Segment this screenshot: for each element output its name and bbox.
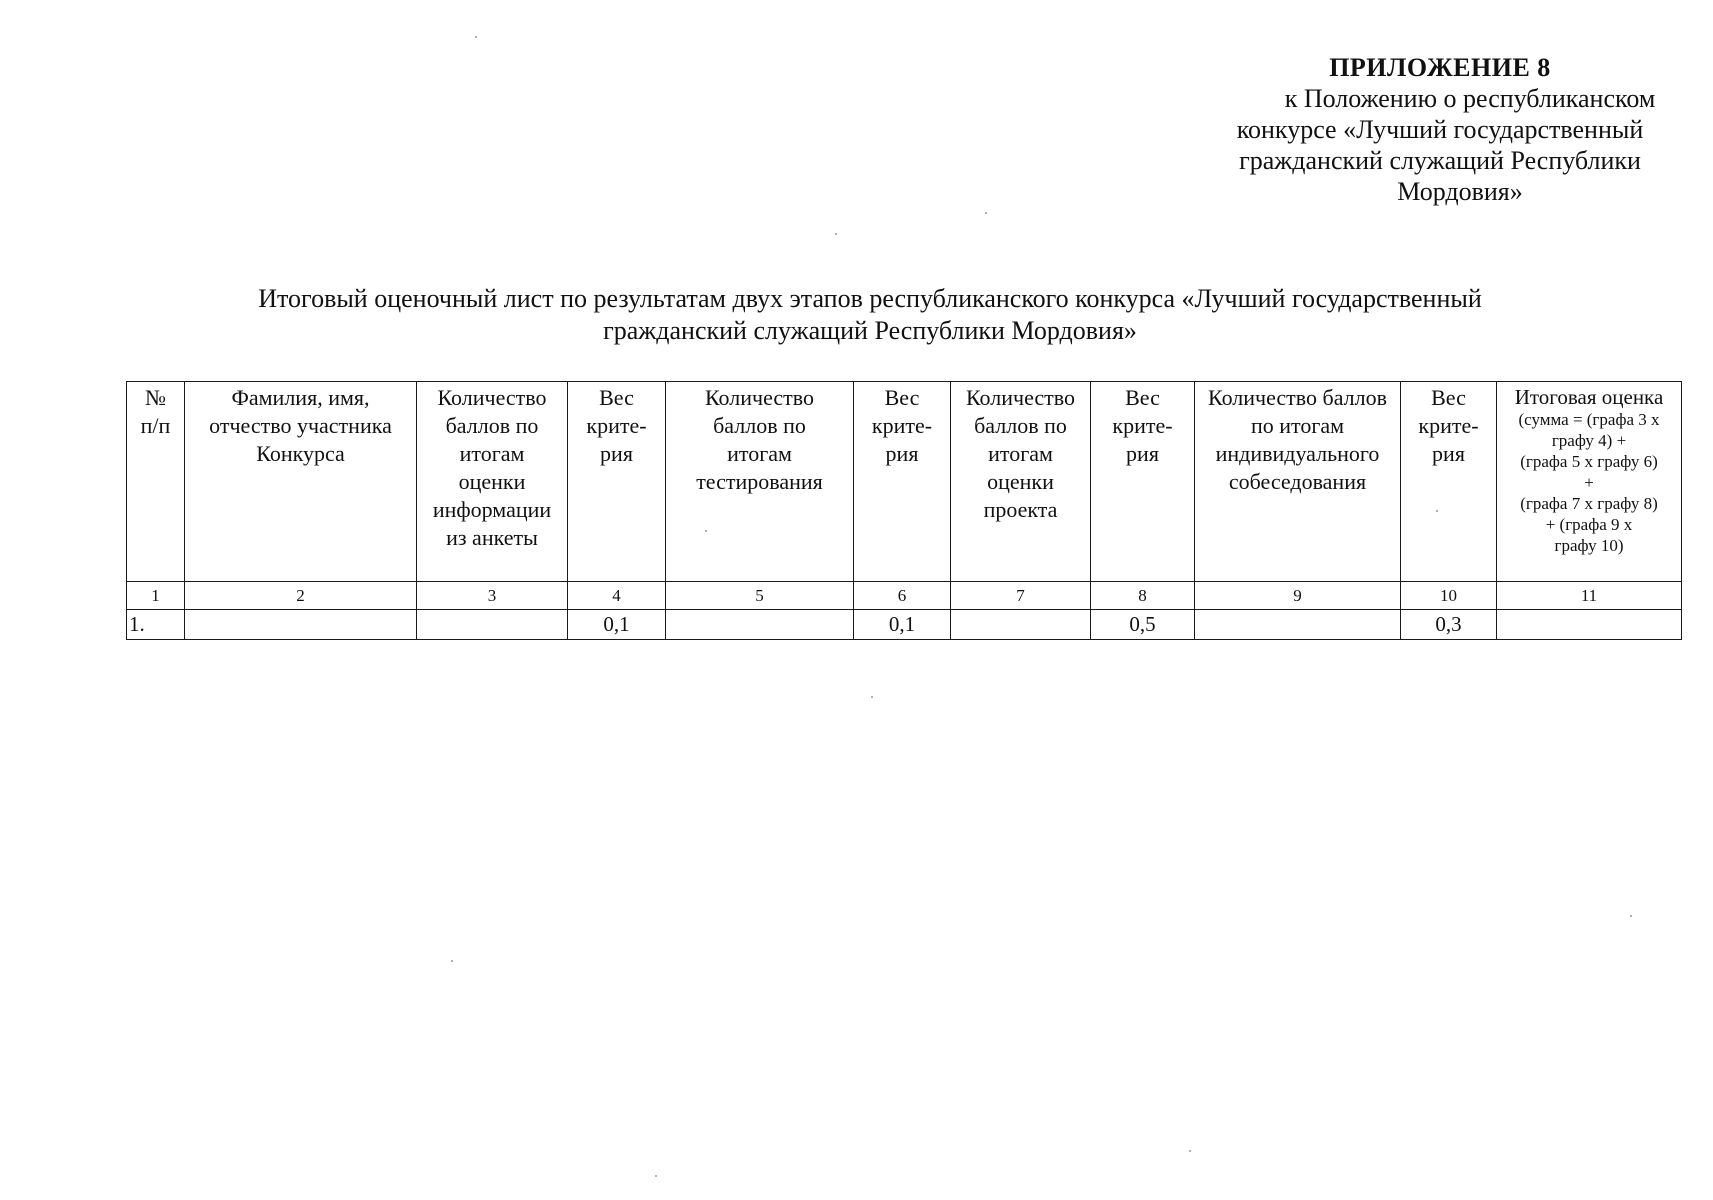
- header-cell-weight: Вес крите- рия: [568, 382, 666, 582]
- header-cell-testing-score: Количество баллов по итогам тестирования: [666, 382, 854, 582]
- appendix-title: ПРИЛОЖЕНИЕ 8: [1329, 53, 1551, 82]
- column-number-cell: 2: [185, 582, 417, 610]
- row-number-cell: 1.: [127, 610, 185, 640]
- scan-speck: [475, 36, 477, 38]
- header-cell-number: № п/п: [127, 382, 185, 582]
- scan-speck: [985, 212, 987, 214]
- column-number-cell: 11: [1497, 582, 1682, 610]
- weight-cell: 0,1: [568, 610, 666, 640]
- scan-speck: [871, 696, 873, 698]
- column-number-cell: 7: [951, 582, 1091, 610]
- document-title-line-1: Итоговый оценочный лист по результатам двух этапов республиканского конкурса «Лучший государственный: [258, 284, 1482, 313]
- header-cell-interview-score: Количество баллов по итогам индивидуального собеседования: [1195, 382, 1401, 582]
- final-score-cell: [1497, 610, 1682, 640]
- scan-speck: [655, 1175, 657, 1177]
- weight-cell: 0,3: [1401, 610, 1497, 640]
- scan-speck: [1189, 1150, 1191, 1152]
- header-cell-weight: Вес крите- рия: [1091, 382, 1195, 582]
- column-number-cell: 3: [417, 582, 568, 610]
- questionnaire-score-cell: [417, 610, 568, 640]
- appendix-block: [1190, 52, 1690, 207]
- header-cell-final-score: Итоговая оценка (сумма = (графа 3 x графу 4) + (графа 5 x графу 6) + (графа 7 x графу 8) + (графа 9 x графу 10): [1497, 382, 1682, 582]
- scan-speck: [705, 530, 707, 532]
- weight-cell: 0,1: [854, 610, 951, 640]
- appendix-line: конкурсе «Лучший государственный: [1236, 115, 1644, 144]
- interview-score-cell: [1195, 610, 1401, 640]
- column-number-row: [127, 582, 1682, 610]
- scan-speck: [451, 960, 453, 962]
- column-number-cell: 6: [854, 582, 951, 610]
- participant-name-cell: [185, 610, 417, 640]
- header-cell-weight: Вес крите- рия: [854, 382, 951, 582]
- appendix-line: Мордовия»: [1397, 177, 1523, 206]
- appendix-line: гражданский служащий Республики: [1239, 146, 1641, 175]
- header-row: [127, 382, 1682, 582]
- scan-speck: [1630, 915, 1632, 917]
- project-score-cell: [951, 610, 1091, 640]
- header-cell-questionnaire-score: Количество баллов по итогам оценки информации из анкеты: [417, 382, 568, 582]
- scan-speck: [1436, 510, 1438, 512]
- testing-score-cell: [666, 610, 854, 640]
- column-number-cell: 1: [127, 582, 185, 610]
- scan-speck: [835, 233, 837, 235]
- header-cell-participant-name: Фамилия, имя, отчество участника Конкурса: [185, 382, 417, 582]
- table-row: [127, 610, 1682, 640]
- appendix-line: к Положению о республиканском: [1284, 84, 1656, 113]
- evaluation-table: [126, 381, 1682, 640]
- header-cell-project-score: Количество баллов по итогам оценки проекта: [951, 382, 1091, 582]
- column-number-cell: 9: [1195, 582, 1401, 610]
- weight-cell: 0,5: [1091, 610, 1195, 640]
- header-cell-weight: Вес крите- рия: [1401, 382, 1497, 582]
- document-title-line-2: гражданский служащий Республики Мордовия»: [603, 316, 1137, 345]
- column-number-cell: 8: [1091, 582, 1195, 610]
- column-number-cell: 10: [1401, 582, 1497, 610]
- column-number-cell: 4: [568, 582, 666, 610]
- column-number-cell: 5: [666, 582, 854, 610]
- document-title: [150, 283, 1590, 347]
